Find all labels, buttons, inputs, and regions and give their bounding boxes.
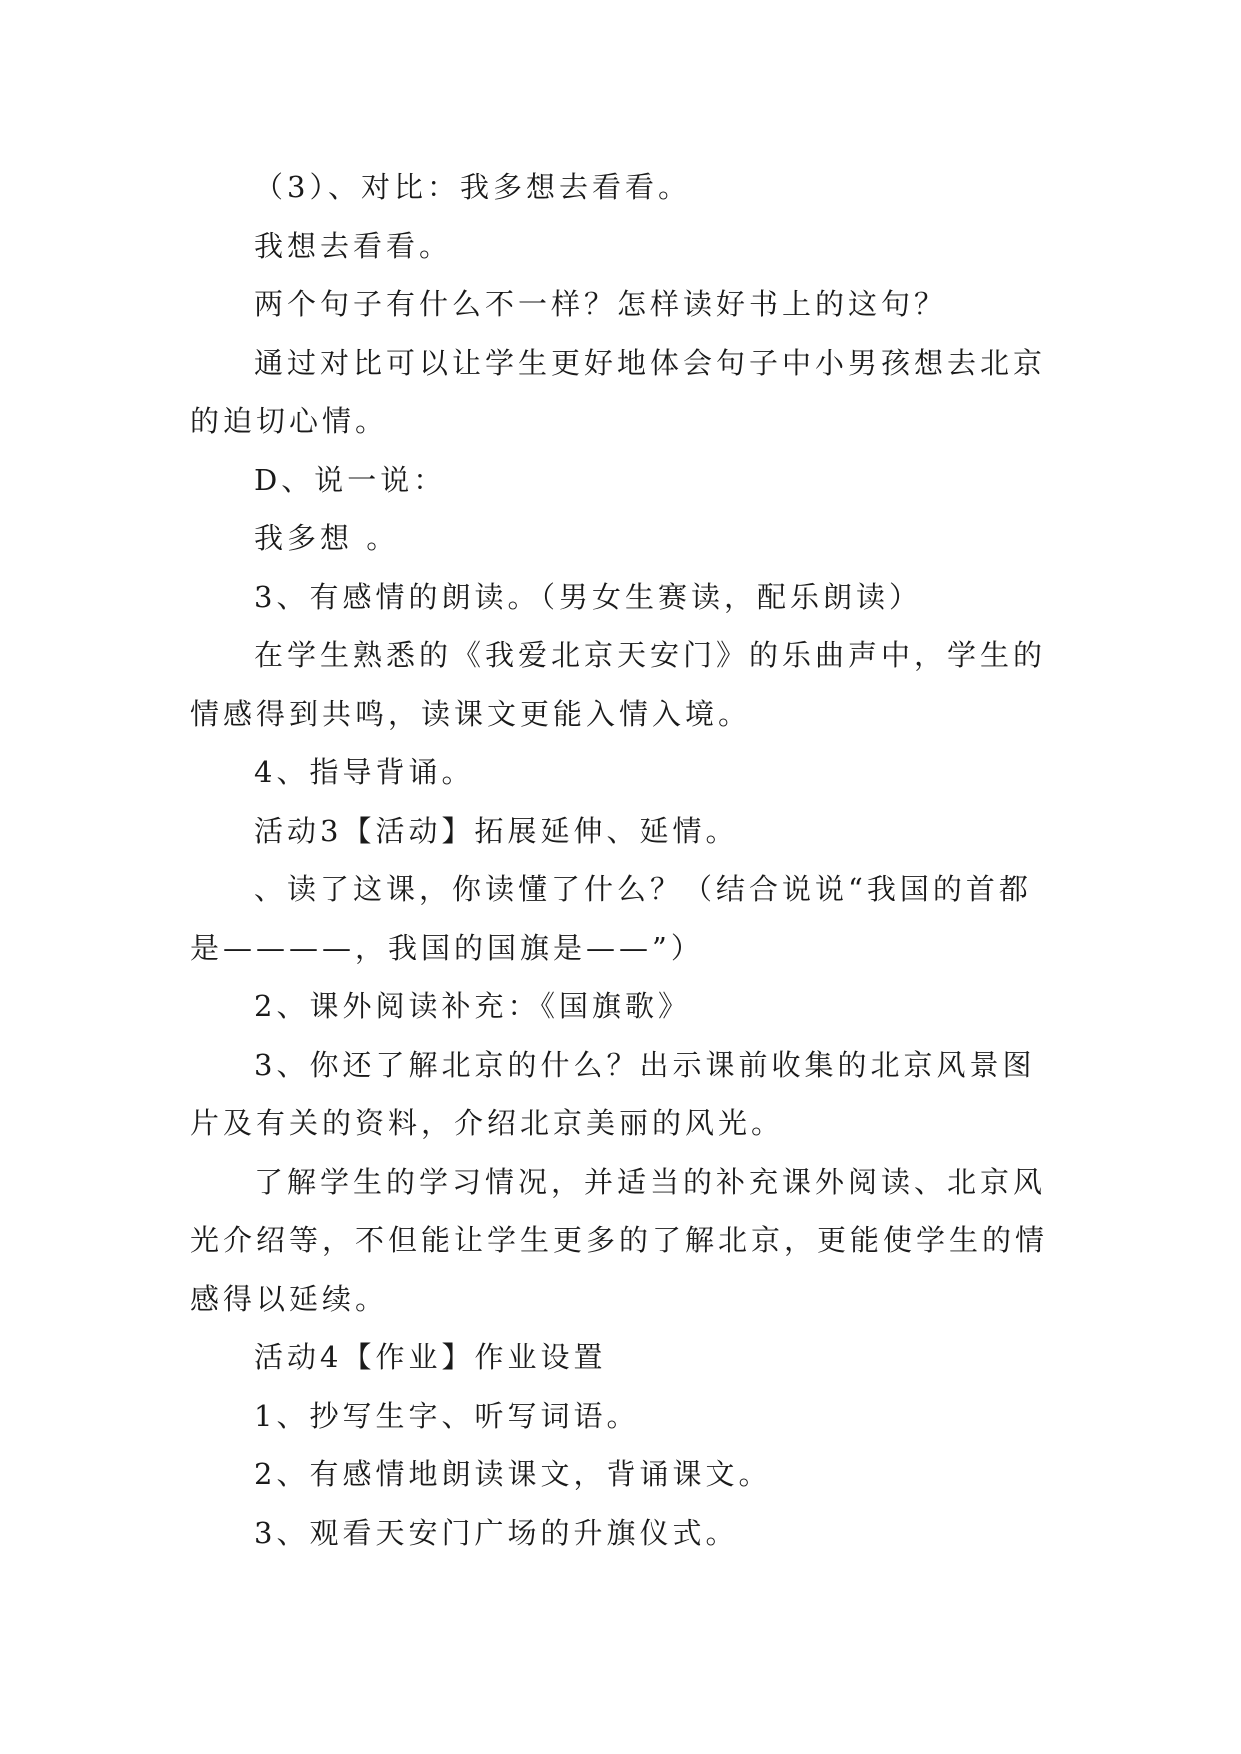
paragraph: 、读了这课，你读懂了什么？（结合说说“我国的首都是————，我国的国旗是——”）: [190, 872, 1032, 965]
paragraph: 2、有感情地朗读课文，背诵课文。: [254, 1457, 772, 1491]
paragraph: 4、指导背诵。: [254, 755, 475, 789]
paragraph: 两个句子有什么不一样？怎样读好书上的这句？: [254, 287, 948, 321]
paragraph: 3、有感情的朗读。（男女生赛读，配乐朗读）: [254, 579, 922, 614]
paragraph: 3、你还了解北京的什么？出示课前收集的北京风景图片及有关的资料，介绍北京美丽的风光。: [190, 1047, 1036, 1140]
paragraph: 了解学生的学习情况，并适当的补充课外阅读、北京风光介绍等，不但能让学生更多的了解北京，更能使学生的情感得以延续。: [190, 1164, 1049, 1316]
section-heading: 活动3【活动】拓展延伸、延情。: [254, 813, 739, 848]
section-heading: 活动4【作业】作业设置: [254, 1340, 607, 1374]
paragraph: （3）、对比：我多想去看看。: [254, 170, 691, 204]
paragraph: 2、课外阅读补充：《国旗歌》: [254, 989, 691, 1023]
paragraph: D、说一说：: [254, 462, 447, 497]
document-body: [190, 158, 1050, 1562]
paragraph: 我想去看看。: [254, 228, 453, 263]
paragraph: 我多想 。: [254, 521, 400, 555]
paragraph: 通过对比可以让学生更好地体会句子中小男孩想去北京的迫切心情。: [190, 345, 1047, 438]
paragraph: 3、观看天安门广场的升旗仪式。: [254, 1515, 739, 1550]
paragraph: 在学生熟悉的《我爱北京天安门》的乐曲声中，学生的情感得到共鸣，读课文更能入情入境。: [190, 638, 1047, 731]
paragraph: 1、抄写生字、听写词语。: [254, 1398, 640, 1433]
